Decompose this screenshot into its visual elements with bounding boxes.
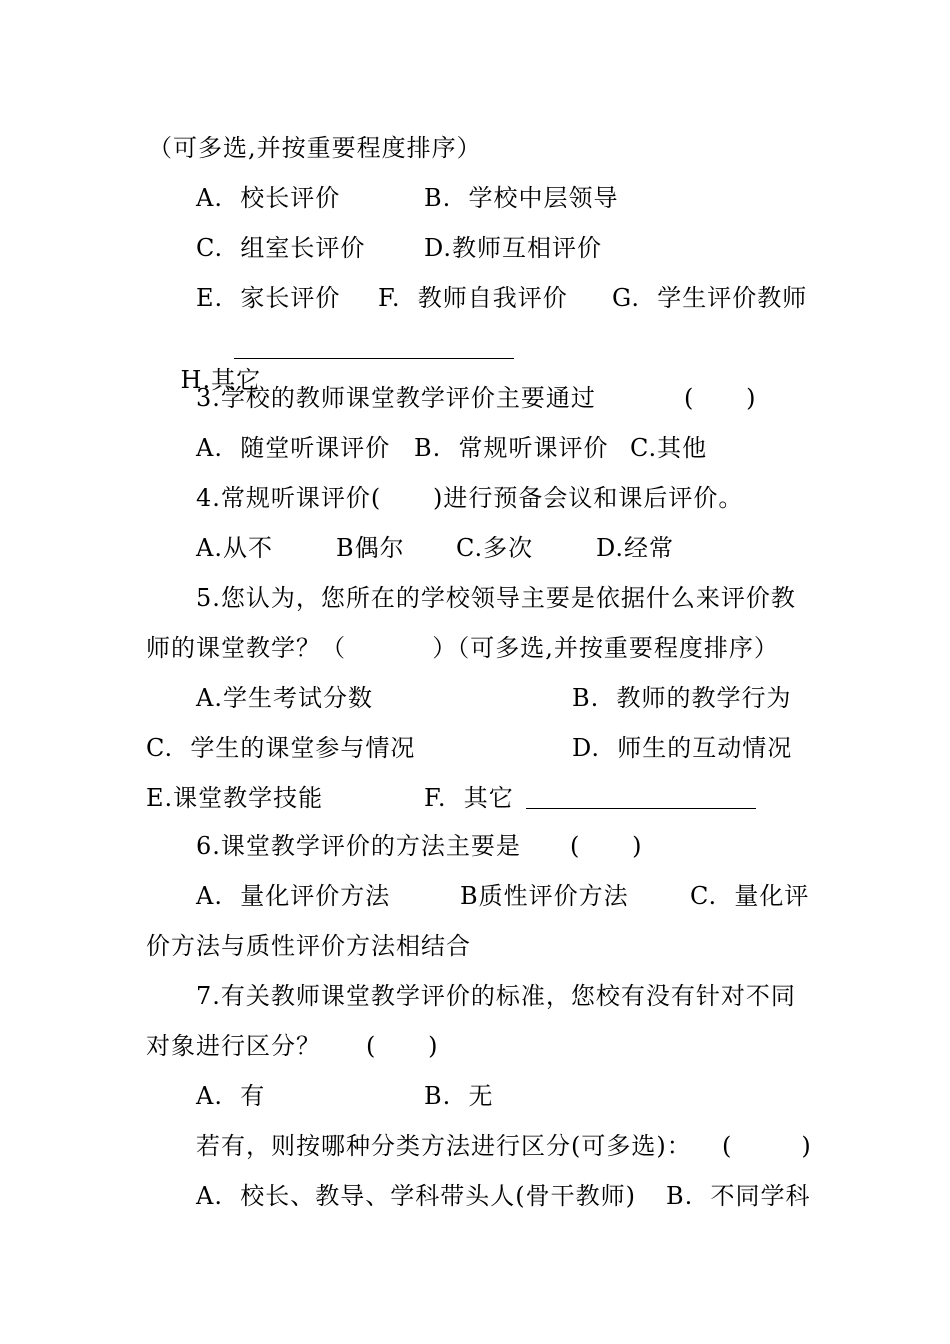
question-3-answer-blank[interactable]: ( ) bbox=[684, 384, 757, 412]
question-4-option-d: D.经常 bbox=[596, 534, 675, 562]
question-4-option-b: B偶尔 bbox=[336, 534, 405, 562]
question-7-line2: 对象进行区分？ bbox=[146, 1032, 321, 1060]
question-3: 3.学校的教师课堂教学评价主要通过 bbox=[196, 384, 596, 412]
question-4-option-c: C.多次 bbox=[456, 534, 534, 562]
question-6-option-a: A. 量化评价方法 bbox=[196, 882, 391, 910]
question-3-option-b: B. 常规听课评价 bbox=[414, 434, 609, 462]
question-5-option-a: A.学生考试分数 bbox=[196, 684, 373, 712]
question-3-option-a: A. 随堂听课评价 bbox=[196, 434, 391, 462]
option-b: B. 学校中层领导 bbox=[424, 184, 619, 212]
question-4-option-a: A.从不 bbox=[196, 534, 273, 562]
question-3-option-c: C.其他 bbox=[630, 434, 708, 462]
question-5-option-f-blank[interactable] bbox=[526, 786, 756, 809]
option-e: E. 家长评价 bbox=[196, 284, 341, 312]
question-5-option-f: F. 其它 bbox=[424, 784, 514, 812]
question-6-option-c: C. 量化评 bbox=[690, 882, 810, 910]
question-5-option-b: B. 教师的教学行为 bbox=[572, 684, 792, 712]
question-5-line1: 5.您认为，您所在的学校领导主要是依据什么来评价教 bbox=[196, 584, 796, 612]
question-4: 4.常规听课评价( )进行预备会议和课后评价。 bbox=[196, 484, 744, 512]
question-7-line1: 7.有关教师课堂教学评价的标准，您校有没有针对不同 bbox=[196, 982, 796, 1010]
question-7-sub-option-a: A. 校长、教导、学科带头人(骨干教师) bbox=[196, 1182, 636, 1210]
question-5-option-e: E.课堂教学技能 bbox=[146, 784, 324, 812]
option-g: G. 学生评价教师 bbox=[612, 284, 808, 312]
question-5-option-d: D. 师生的互动情况 bbox=[572, 734, 793, 762]
question-7-sub-option-b: B. 不同学科 bbox=[666, 1182, 811, 1210]
option-f: F. 教师自我评价 bbox=[378, 284, 568, 312]
option-d: D.教师互相评价 bbox=[424, 234, 603, 262]
question-5-option-c: C. 学生的课堂参与情况 bbox=[146, 734, 416, 762]
question-7-option-b: B. 无 bbox=[424, 1082, 494, 1110]
option-h-label: H.其它 bbox=[180, 366, 262, 394]
question-7-answer-blank[interactable]: ( ) bbox=[366, 1032, 439, 1060]
question-6: 6.课堂教学评价的方法主要是 bbox=[196, 832, 521, 860]
question-6-option-c-cont: 价方法与质性评价方法相结合 bbox=[146, 932, 471, 960]
question-7-sub: 若有，则按哪种分类方法进行区分(可多选)： bbox=[196, 1132, 692, 1160]
question-6-option-b: B质性评价方法 bbox=[460, 882, 629, 910]
option-c: C. 组室长评价 bbox=[196, 234, 366, 262]
question-7-sub-answer-blank[interactable]: ( ) bbox=[722, 1132, 812, 1160]
question-6-answer-blank[interactable]: ( ) bbox=[570, 832, 643, 860]
question-5-line2: 师的课堂教学？（ ）（可多选,并按重要程度排序） bbox=[146, 634, 779, 662]
question-7-option-a: A. 有 bbox=[196, 1082, 266, 1110]
option-a: A. 校长评价 bbox=[196, 184, 341, 212]
option-note: （可多选,并按重要程度排序） bbox=[148, 134, 482, 162]
option-h-blank[interactable] bbox=[234, 336, 514, 359]
